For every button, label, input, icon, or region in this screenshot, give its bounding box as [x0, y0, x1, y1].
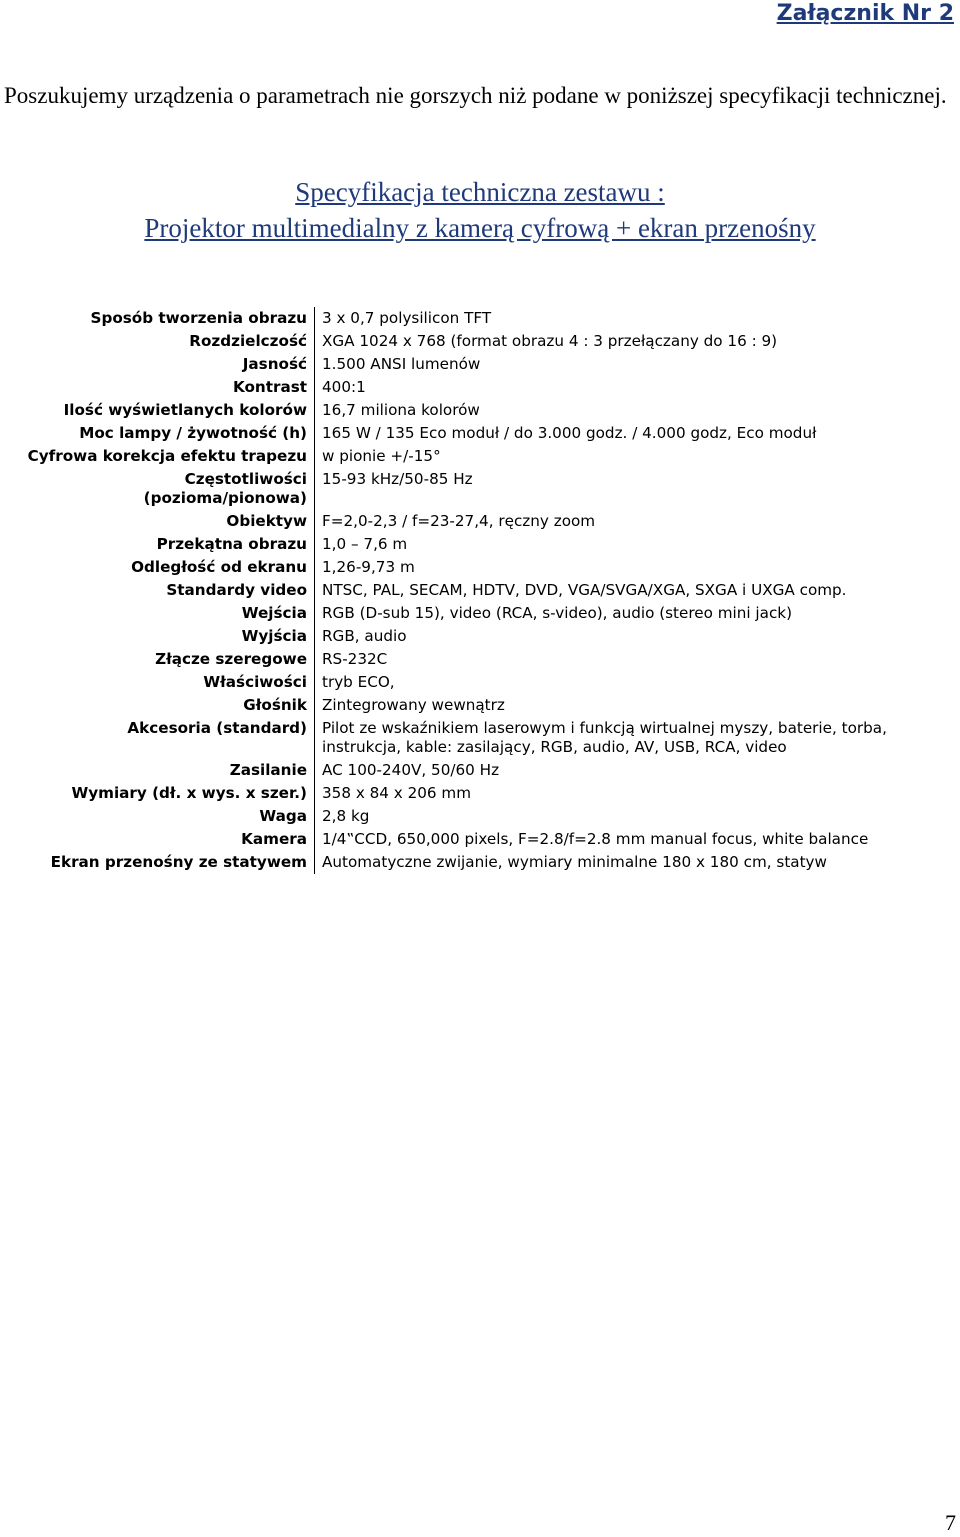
spec-row	[8, 307, 953, 330]
annex-label: Załącznik Nr 2	[776, 1, 954, 26]
spec-row	[8, 376, 953, 399]
spec-label-line-2: (pozioma/pionowa)	[143, 489, 307, 507]
spec-row	[8, 510, 953, 533]
spec-value: Zintegrowany wewnątrz	[315, 694, 954, 717]
spec-row	[8, 671, 953, 694]
title-line-1: Specyfikacja techniczna zestawu :	[295, 177, 665, 207]
spec-value: 400:1	[315, 376, 954, 399]
spec-value: 1,0 – 7,6 m	[315, 533, 954, 556]
spec-label: Jasność	[242, 355, 307, 373]
spec-label: Przekątna obrazu	[156, 535, 307, 553]
spec-row	[8, 759, 953, 782]
title-line-2: Projektor multimedialny z kamerą cyfrową + ekran przenośny	[144, 213, 816, 243]
spec-value: XGA 1024 x 768 (format obrazu 4 : 3 przełączany do 16 : 9)	[315, 330, 954, 353]
spec-value: 165 W / 135 Eco moduł / do 3.000 godz. / 4.000 godz, Eco moduł	[315, 422, 954, 445]
spec-label: Głośnik	[243, 696, 307, 714]
spec-row	[8, 579, 953, 602]
spec-table	[8, 307, 953, 874]
spec-row	[8, 805, 953, 828]
spec-row	[8, 648, 953, 671]
spec-row	[8, 422, 953, 445]
spec-row	[8, 533, 953, 556]
spec-value: RS-232C	[315, 648, 954, 671]
spec-label: Obiektyw	[226, 512, 307, 530]
spec-row	[8, 782, 953, 805]
spec-value: AC 100-240V, 50/60 Hz	[315, 759, 954, 782]
spec-label: Kontrast	[232, 378, 307, 396]
spec-label: Właściwości	[203, 673, 307, 691]
spec-row	[8, 625, 953, 648]
spec-value: 15-93 kHz/50-85 Hz	[315, 468, 954, 510]
spec-label: Zasilanie	[229, 761, 307, 779]
spec-value: 358 x 84 x 206 mm	[315, 782, 954, 805]
spec-row	[8, 694, 953, 717]
spec-row	[8, 330, 953, 353]
spec-label: Wymiary (dł. x wys. x szer.)	[71, 784, 307, 802]
spec-value: RGB (D-sub 15), video (RCA, s-video), audio (stereo mini jack)	[315, 602, 954, 625]
spec-value: 3 x 0,7 polysilicon TFT	[315, 307, 954, 330]
spec-label: Wejścia	[241, 604, 307, 622]
spec-value: NTSC, PAL, SECAM, HDTV, DVD, VGA/SVGA/XGA, SXGA i UXGA comp.	[315, 579, 954, 602]
spec-label: Moc lampy / żywotność (h)	[79, 424, 307, 442]
spec-label-line-1: Częstotliwości	[184, 470, 307, 488]
spec-value: Automatyczne zwijanie, wymiary minimalne 180 x 180 cm, statyw	[315, 851, 954, 874]
spec-row	[8, 556, 953, 579]
spec-label: Wyjścia	[241, 627, 307, 645]
spec-value: 1,26-9,73 m	[315, 556, 954, 579]
spec-value: 1/4‟CCD, 650,000 pixels, F=2.8/f=2.8 mm manual focus, white balance	[315, 828, 954, 851]
intro-paragraph: Poszukujemy urządzenia o parametrach nie gorszych niż podane w poniższej specyfikacji technicznej.	[4, 83, 947, 108]
spec-row	[8, 445, 953, 468]
spec-label: Ilość wyświetlanych kolorów	[63, 401, 307, 419]
spec-row	[8, 353, 953, 376]
document-title	[0, 174, 960, 246]
spec-label: Standardy video	[166, 581, 307, 599]
spec-value: 1.500 ANSI lumenów	[315, 353, 954, 376]
spec-value: tryb ECO,	[315, 671, 954, 694]
page-number: 7	[945, 1510, 956, 1535]
spec-value: 16,7 miliona kolorów	[315, 399, 954, 422]
spec-label: Waga	[259, 807, 307, 825]
spec-label: Sposób tworzenia obrazu	[90, 309, 307, 327]
spec-row	[8, 399, 953, 422]
spec-value: w pionie +/-15°	[315, 445, 954, 468]
spec-label: Złącze szeregowe	[155, 650, 307, 668]
spec-value: RGB, audio	[315, 625, 954, 648]
spec-value: 2,8 kg	[315, 805, 954, 828]
spec-row	[8, 851, 953, 874]
spec-label: Ekran przenośny ze statywem	[50, 853, 307, 871]
spec-row	[8, 717, 953, 759]
spec-label: Akcesoria (standard)	[127, 719, 307, 737]
spec-row	[8, 468, 953, 510]
spec-row	[8, 602, 953, 625]
spec-label: Kamera	[241, 830, 307, 848]
spec-label	[8, 468, 315, 510]
spec-label: Odległość od ekranu	[131, 558, 307, 576]
spec-value: F=2,0-2,3 / f=23-27,4, ręczny zoom	[315, 510, 954, 533]
spec-row	[8, 828, 953, 851]
spec-label: Cyfrowa korekcja efektu trapezu	[27, 447, 307, 465]
spec-label: Rozdzielczość	[189, 332, 307, 350]
spec-value: Pilot ze wskaźnikiem laserowym i funkcją wirtualnej myszy, baterie, torba, instrukcja, kable: zasilający, RGB, audio, AV, USB, RCA, video	[315, 717, 954, 759]
spec-table-body	[8, 307, 953, 874]
